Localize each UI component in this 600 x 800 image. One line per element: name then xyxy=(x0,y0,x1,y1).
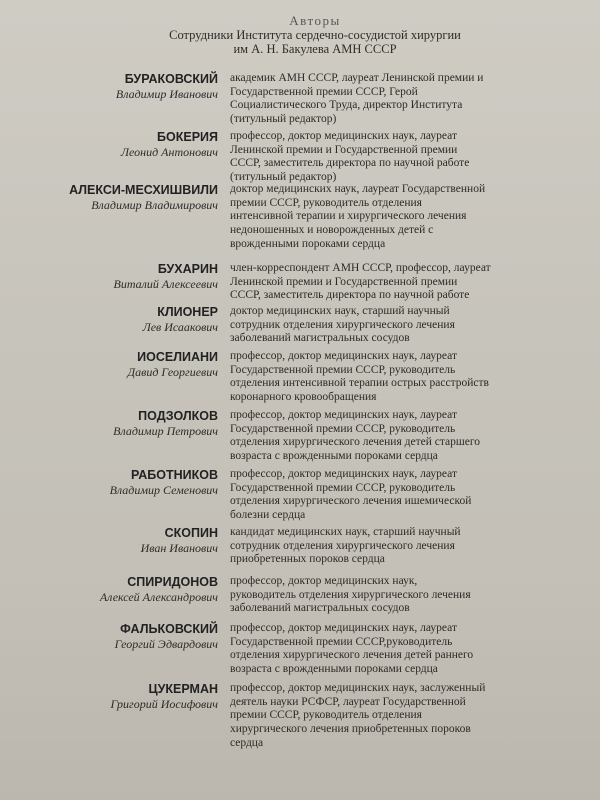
author-given-names: Владимир Семенович xyxy=(109,483,218,497)
author-given-names: Леонид Антонович xyxy=(120,145,218,159)
credentials-line: профессор, доктор медицинских наук, лауреат xyxy=(230,409,458,421)
credentials-line: хирургического лечения приобретенных пороков xyxy=(230,723,471,736)
credentials-line: Социалистического Труда, директор Института xyxy=(230,99,463,112)
credentials-line: кандидат медицинских наук, старший научный xyxy=(230,526,461,538)
author-surname: БОКЕРИЯ xyxy=(157,130,218,144)
credentials-line: СССР, заместитель директора по научной работе xyxy=(230,289,470,302)
author-given-names: Григорий Иосифович xyxy=(110,697,218,711)
credentials-line: академик АМН СССР, лауреат Ленинской премии и xyxy=(230,72,484,84)
author-given-names: Лев Исаакович xyxy=(142,320,218,334)
author-credentials xyxy=(230,305,530,346)
authors-heading: Авторы xyxy=(289,13,341,28)
credentials-line: сотрудник отделения хирургического лечения xyxy=(230,539,455,552)
credentials-line: Государственной премии СССР, руководитель xyxy=(230,422,456,435)
author-credentials xyxy=(230,130,530,185)
author-credentials xyxy=(230,575,530,616)
author-given-names: Давид Георгиевич xyxy=(127,365,218,379)
credentials-line: недоношенных и новорожденных детей с xyxy=(230,224,434,237)
page-header xyxy=(150,14,480,56)
credentials-line: заболеваний магистральных сосудов xyxy=(230,602,410,615)
credentials-line: профессор, доктор медицинских наук, лауреат xyxy=(230,130,458,142)
author-credentials xyxy=(230,72,530,127)
credentials-line: доктор медицинских наук, лауреат Государственной xyxy=(230,183,486,195)
credentials-line: СССР, заместитель директора по научной работе xyxy=(230,157,470,170)
credentials-line: отделения хирургического лечения детей старшего xyxy=(230,436,481,449)
credentials-line: коронарного кровообращения xyxy=(230,391,377,404)
credentials-line: болезни сердца xyxy=(230,509,306,522)
credentials-line: Государственной премии СССР, руководитель xyxy=(230,363,456,376)
credentials-line: профессор, доктор медицинских наук, xyxy=(230,575,418,587)
author-given-names: Иван Иванович xyxy=(140,541,218,555)
credentials-line: руководитель отделения хирургического лечения xyxy=(230,588,471,601)
credentials-line: член-корреспондент АМН СССР, профессор, лауреат xyxy=(230,262,491,274)
author-surname: СКОПИН xyxy=(164,526,218,540)
credentials-line: профессор, доктор медицинских наук, лауреат xyxy=(230,350,458,362)
author-given-names: Владимир Владимирович xyxy=(91,198,218,212)
author-given-names: Алексей Александрович xyxy=(99,590,218,604)
institute-line-1: Сотрудники Института сердечно-сосудистой хирургии xyxy=(169,28,461,42)
author-credentials xyxy=(230,526,530,567)
credentials-line: отделения хирургического лечения детей раннего xyxy=(230,649,474,662)
credentials-line: интенсивной терапии и хирургического лечения xyxy=(230,210,467,223)
credentials-line: профессор, доктор медицинских наук, лауреат xyxy=(230,468,458,480)
author-surname: АЛЕКСИ-МЕСХИШВИЛИ xyxy=(69,183,218,197)
credentials-line: возраста с врожденными пороками сердца xyxy=(230,663,438,676)
author-credentials xyxy=(230,682,530,751)
credentials-line: отделения хирургического лечения ишемической xyxy=(230,495,472,508)
credentials-line: Государственной премии СССР,руководитель xyxy=(230,635,453,648)
credentials-line: Ленинской премии и Государственной премии xyxy=(230,275,458,288)
credentials-line: профессор, доктор медицинских наук, лауреат xyxy=(230,622,458,634)
credentials-line: Ленинской премии и Государственной премии xyxy=(230,143,458,156)
credentials-line: доктор медицинских наук, старший научный xyxy=(230,305,450,317)
author-surname: ЦУКЕРМАН xyxy=(148,682,218,696)
author-surname: ПОДЗОЛКОВ xyxy=(138,409,218,423)
author-given-names: Владимир Петрович xyxy=(113,424,218,438)
credentials-line: приобретенных пороков сердца xyxy=(230,553,385,566)
author-surname: БУРАКОВСКИЙ xyxy=(124,72,218,86)
author-credentials xyxy=(230,350,530,405)
author-surname: РАБОТНИКОВ xyxy=(131,468,218,482)
author-surname: БУХАРИН xyxy=(157,262,218,276)
author-surname: КЛИОНЕР xyxy=(157,305,218,319)
author-credentials xyxy=(230,183,530,252)
credentials-line: возраста с врожденными пороками сердца xyxy=(230,450,438,463)
author-given-names: Виталий Алексеевич xyxy=(113,277,218,291)
credentials-line: премии СССР, руководитель отделения xyxy=(230,196,422,209)
author-credentials xyxy=(230,468,530,523)
credentials-line: врожденными пороками сердца xyxy=(230,237,386,250)
author-given-names: Георгий Эдвардович xyxy=(114,637,218,651)
credentials-line: премии СССР, руководитель отделения xyxy=(230,709,422,722)
author-surname: СПИРИДОНОВ xyxy=(127,575,218,589)
credentials-line: отделения интенсивной терапии острых расстройств xyxy=(230,377,489,390)
author-credentials xyxy=(230,262,530,303)
author-given-names: Владимир Иванович xyxy=(115,87,218,101)
author-surname: ИОСЕЛИАНИ xyxy=(137,350,218,364)
author-credentials xyxy=(230,622,530,677)
author-credentials xyxy=(230,409,530,464)
credentials-line: деятель науки РСФСР, лауреат Государственной xyxy=(230,695,466,708)
institute-line-2: им А. Н. Бакулева АМН СССР xyxy=(233,42,397,56)
credentials-line: Государственной премии СССР, руководитель xyxy=(230,481,456,494)
credentials-line: сердца xyxy=(230,736,264,749)
credentials-line: заболеваний магистральных сосудов xyxy=(230,332,410,345)
credentials-line: Государственной премии СССР, Герой xyxy=(230,85,418,98)
credentials-line: сотрудник отделения хирургического лечения xyxy=(230,318,455,331)
author-surname: ФАЛЬКОВСКИЙ xyxy=(120,622,218,636)
credentials-line: (титульный редактор) xyxy=(230,113,337,126)
credentials-line: (титульный редактор) xyxy=(230,171,337,184)
credentials-line: профессор, доктор медицинских наук, заслуженный xyxy=(230,682,486,694)
